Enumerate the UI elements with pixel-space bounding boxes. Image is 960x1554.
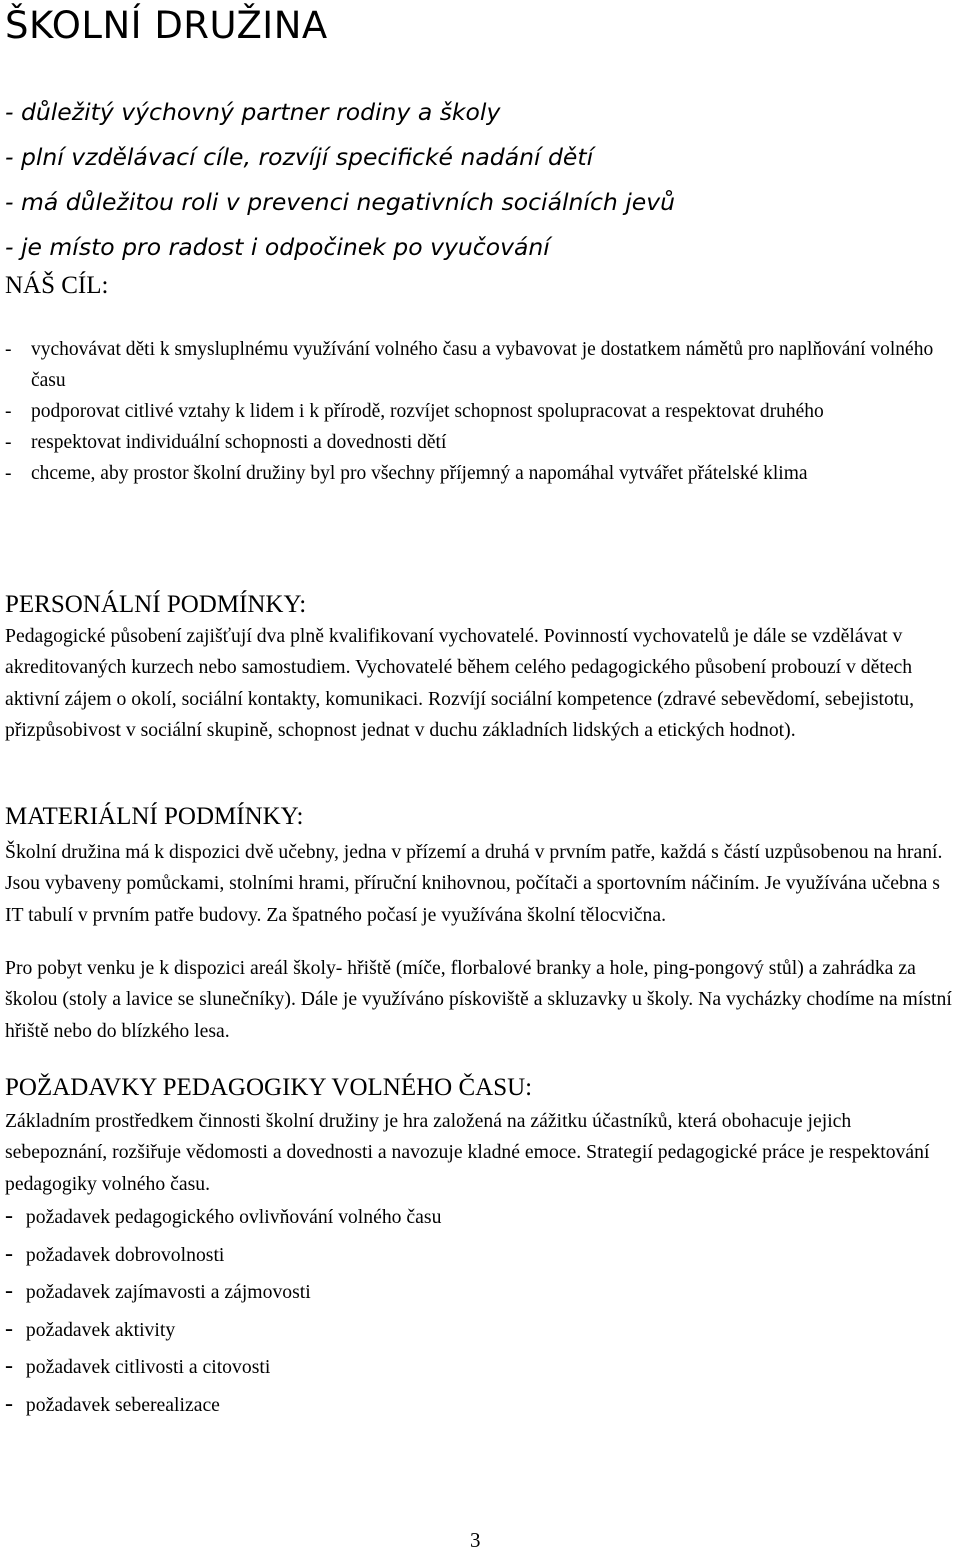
goal-item: [5, 334, 955, 396]
requirement-item: [5, 1311, 441, 1349]
requirement-item: [5, 1273, 441, 1311]
list-dash: -: [5, 339, 12, 360]
intro-line: - plní vzdělávací cíle, rozvíjí specifické nadání dětí: [5, 143, 594, 171]
requirement-item: [5, 1236, 441, 1274]
intro-line: - má důležitou roli v prevenci negativních sociálních jevů: [5, 188, 676, 216]
requirements-paragraph: Základním prostředkem činnosti školní družiny je hra založená na zážitku účastníků, která obohacuje jejich sebepoznání, rozšiřuje vědomosti a dovednosti a navozuje kladné emoce. Strategií pedagogické práce je respektování pedagogiky volného času.: [5, 1110, 930, 1195]
requirement-item-text: požadavek pedagogického ovlivňování volného času: [25, 1206, 442, 1228]
list-dash: -: [5, 1240, 13, 1267]
goal-item: [5, 458, 955, 489]
page-title: ŠKOLNÍ DRUŽINA: [5, 4, 328, 47]
goal-item: [5, 396, 955, 427]
goals-list: [5, 334, 955, 489]
requirement-item: [5, 1386, 441, 1424]
goal-item: [5, 427, 955, 458]
page-number: 3: [470, 1528, 481, 1552]
material-paragraph-2: Pro pobyt venku je k dispozici areál školy- hřiště (míče, florbalové branky a hole, ping-pongový stůl) a zahrádka za školou (stoly a lavice se slunečníky). Dále je využíváno pískoviště a skluzavky u školy. Na vycházky chodíme na místní hřiště nebo do blízkého lesa.: [5, 957, 952, 1042]
requirement-item-text: požadavek zajímavosti a zájmovosti: [25, 1281, 311, 1304]
personal-heading: PERSONÁLNÍ PODMÍNKY:: [5, 591, 307, 618]
goal-item-text: podporovat citlivé vztahy k lidem i k přírodě, rozvíjet schopnost spolupracovat a respektovat druhého: [31, 401, 824, 422]
requirements-heading: POŽADAVKY PEDAGOGIKY VOLNÉHO ČASU:: [5, 1074, 533, 1101]
requirements-list: [5, 1198, 441, 1424]
list-dash: -: [5, 1278, 13, 1305]
list-dash: -: [5, 432, 12, 453]
list-dash: -: [5, 463, 12, 484]
requirement-item: [5, 1198, 441, 1236]
requirement-item-text: požadavek dobrovolnosti: [25, 1243, 225, 1266]
list-dash: -: [5, 1315, 13, 1342]
requirement-item: [5, 1348, 441, 1386]
list-dash: -: [5, 1353, 13, 1380]
material-heading: MATERIÁLNÍ PODMÍNKY:: [5, 803, 304, 830]
goal-item-text: vychovávat děti k smysluplnému využívání volného času a vybavovat je dostatkem námětů pro naplňování volného času: [31, 339, 934, 391]
requirement-item-text: požadavek aktivity: [25, 1318, 176, 1341]
goal-item-text: respektovat individuální schopnosti a dovednosti dětí: [31, 432, 447, 453]
requirement-item-text: požadavek citlivosti a citovosti: [25, 1356, 271, 1379]
material-paragraph-1: Školní družina má k dispozici dvě učebny, jedna v přízemí a druhá v prvním patře, každá s částí uzpůsobenou na hraní. Jsou vybaveny pomůckami, stolními hrami, příruční knihovnou, počítači a sportovním náčiním. Je využívána učebna s IT tabulí v prvním patře budovy. Za špatného počasí je využívána školní tělocvična.: [5, 841, 943, 926]
list-dash: -: [5, 1390, 13, 1417]
list-dash: -: [5, 401, 12, 422]
intro-list: [5, 94, 675, 274]
intro-line: - důležitý výchovný partner rodiny a školy: [5, 98, 501, 126]
list-dash: -: [5, 1203, 13, 1229]
requirement-item-text: požadavek seberealizace: [25, 1393, 220, 1416]
personal-paragraph: Pedagogické působení zajišťují dva plně kvalifikovaní vychovatelé. Povinností vychovatelů je dále se vzdělávat v akreditovaných kurzech nebo samostudiem. Vychovatelé během celého pedagogického působení probouzí v dětech aktivní zájem o okolí, sociální kontakty, komunikaci. Rozvíjí sociální kompetence (zdravé sebevědomí, sebejistotu, přizpůsobivost v sociální skupině, schopnost jednat v duchu základních lidských a etických hodnot).: [5, 625, 915, 741]
goals-heading: NÁŠ CÍL:: [5, 272, 109, 299]
goal-item-text: chceme, aby prostor školní družiny byl pro všechny příjemný a napomáhal vytvářet přátelské klima: [31, 463, 808, 484]
intro-line: - je místo pro radost i odpočinek po vyučování: [5, 233, 550, 261]
